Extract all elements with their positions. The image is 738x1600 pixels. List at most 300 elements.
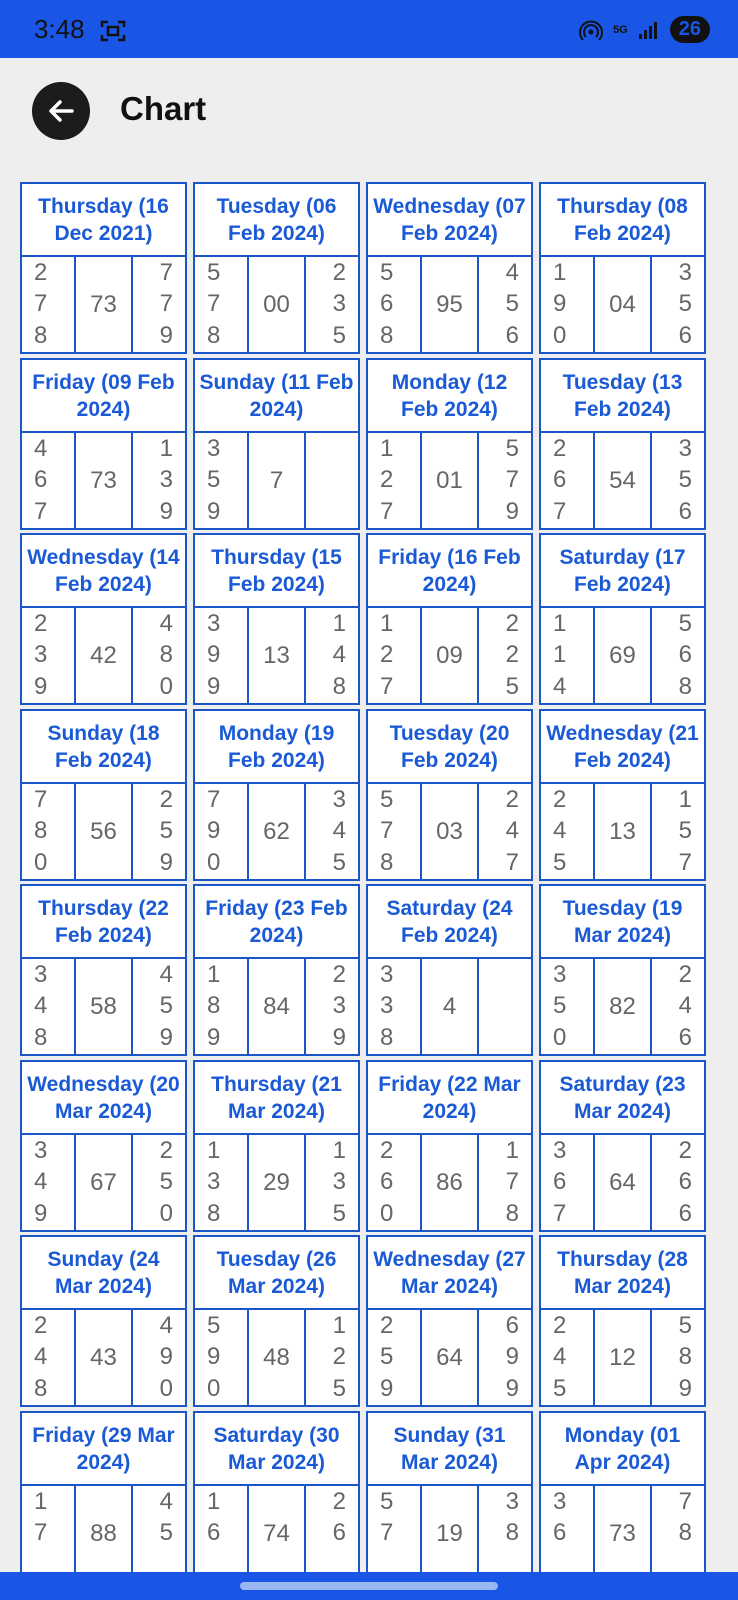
left-digits bbox=[22, 1486, 76, 1573]
digit: 9 bbox=[159, 1343, 173, 1371]
card-values bbox=[22, 1310, 185, 1405]
jodi-number: 04 bbox=[609, 290, 636, 318]
digit: 5 bbox=[678, 1311, 692, 1339]
card-date-title: Thursday (08 Feb 2024) bbox=[541, 184, 704, 257]
digit: 2 bbox=[332, 1487, 346, 1515]
digit: 0 bbox=[207, 1375, 221, 1403]
card-date-title: Thursday (21 Mar 2024) bbox=[195, 1062, 358, 1135]
chart-card bbox=[20, 182, 187, 354]
card-date-title: Sunday (18 Feb 2024) bbox=[22, 711, 185, 784]
right-digits bbox=[131, 433, 185, 528]
digit: 6 bbox=[505, 322, 519, 350]
chart-card bbox=[193, 884, 360, 1056]
digit: 2 bbox=[380, 466, 394, 494]
digit: 9 bbox=[159, 498, 173, 526]
digit: 9 bbox=[678, 1375, 692, 1403]
digit: 1 bbox=[332, 1311, 346, 1339]
right-digits bbox=[131, 1135, 185, 1230]
chart-card bbox=[366, 884, 533, 1056]
digit: 9 bbox=[159, 1024, 173, 1052]
chart-card bbox=[366, 1235, 533, 1407]
right-digits bbox=[304, 433, 358, 528]
jodi-number: 95 bbox=[436, 290, 463, 318]
digit: 0 bbox=[553, 322, 567, 350]
digit bbox=[166, 1550, 173, 1573]
chart-card bbox=[539, 1060, 706, 1232]
left-digits bbox=[368, 1135, 422, 1230]
digit: 2 bbox=[678, 960, 692, 988]
card-date-title: Sunday (24 Mar 2024) bbox=[22, 1237, 185, 1310]
card-date-title: Thursday (16 Dec 2021) bbox=[22, 184, 185, 257]
card-date-title: Tuesday (20 Feb 2024) bbox=[368, 711, 531, 784]
card-date-title: Monday (12 Feb 2024) bbox=[368, 360, 531, 433]
digit: 0 bbox=[207, 849, 221, 877]
digit: 2 bbox=[332, 1343, 346, 1371]
digit bbox=[339, 465, 346, 495]
digit: 3 bbox=[34, 641, 48, 669]
card-date-title: Friday (29 Mar 2024) bbox=[22, 1413, 185, 1486]
chart-card bbox=[193, 1411, 360, 1573]
digit: 6 bbox=[678, 1024, 692, 1052]
digit: 5 bbox=[332, 1200, 346, 1228]
card-values bbox=[368, 1135, 531, 1230]
digit: 1 bbox=[207, 1136, 221, 1164]
digit: 6 bbox=[380, 1168, 394, 1196]
right-digits bbox=[477, 1310, 531, 1405]
digit: 1 bbox=[553, 641, 567, 669]
card-values bbox=[368, 608, 531, 703]
left-digits bbox=[541, 1135, 595, 1230]
card-date-title: Friday (23 Feb 2024) bbox=[195, 886, 358, 959]
digit: 7 bbox=[34, 498, 48, 526]
digit: 5 bbox=[207, 258, 221, 286]
right-digits bbox=[650, 784, 704, 879]
right-digits bbox=[131, 959, 185, 1054]
digit: 8 bbox=[207, 992, 221, 1020]
app-header bbox=[0, 58, 738, 168]
digit: 8 bbox=[34, 1024, 48, 1052]
left-digits bbox=[195, 608, 249, 703]
right-digits bbox=[304, 1486, 358, 1573]
card-values bbox=[22, 1135, 185, 1230]
card-values bbox=[541, 1486, 704, 1573]
chart-card bbox=[193, 1235, 360, 1407]
arrow-left-icon bbox=[46, 96, 76, 126]
chart-card bbox=[539, 1411, 706, 1573]
digit: 8 bbox=[505, 1519, 519, 1547]
digit: 3 bbox=[159, 466, 173, 494]
chart-grid[interactable] bbox=[20, 182, 720, 1573]
right-digits bbox=[477, 959, 531, 1054]
digit bbox=[553, 1550, 593, 1573]
digit: 8 bbox=[380, 849, 394, 877]
card-values bbox=[541, 433, 704, 528]
digit: 4 bbox=[159, 1487, 173, 1515]
card-values bbox=[368, 1310, 531, 1405]
card-date-title: Saturday (17 Feb 2024) bbox=[541, 535, 704, 608]
digit: 6 bbox=[34, 466, 48, 494]
right-digits bbox=[304, 784, 358, 879]
digit: 7 bbox=[380, 817, 394, 845]
digit bbox=[685, 1550, 692, 1573]
digit: 5 bbox=[159, 817, 173, 845]
jodi-number: 88 bbox=[90, 1519, 117, 1547]
card-values bbox=[368, 433, 531, 528]
digit: 8 bbox=[380, 1024, 394, 1052]
right-digits bbox=[131, 257, 185, 352]
digit: 2 bbox=[34, 258, 48, 286]
digit: 3 bbox=[553, 1487, 567, 1515]
jodi-number: 12 bbox=[609, 1343, 636, 1371]
digit: 9 bbox=[34, 1200, 48, 1228]
right-digits bbox=[131, 608, 185, 703]
card-values bbox=[368, 257, 531, 352]
digit: 7 bbox=[678, 1487, 692, 1515]
digit: 4 bbox=[332, 641, 346, 669]
left-digits bbox=[22, 608, 76, 703]
right-digits bbox=[650, 257, 704, 352]
card-date-title: Thursday (28 Mar 2024) bbox=[541, 1237, 704, 1310]
digit: 8 bbox=[332, 673, 346, 701]
jodi-number: 56 bbox=[90, 817, 117, 845]
digit: 4 bbox=[553, 673, 567, 701]
digit: 6 bbox=[207, 1519, 221, 1547]
right-digits bbox=[650, 608, 704, 703]
digit: 0 bbox=[553, 1024, 567, 1052]
jodi-number: 54 bbox=[609, 466, 636, 494]
right-digits bbox=[304, 1310, 358, 1405]
digit: 5 bbox=[553, 849, 567, 877]
digit: 3 bbox=[332, 785, 346, 813]
digit: 5 bbox=[159, 1519, 173, 1547]
card-date-title: Wednesday (07 Feb 2024) bbox=[368, 184, 531, 257]
chart-card bbox=[20, 709, 187, 881]
card-values bbox=[195, 433, 358, 528]
status-bar bbox=[0, 0, 738, 58]
card-date-title: Friday (16 Feb 2024) bbox=[368, 535, 531, 608]
digit: 9 bbox=[505, 1343, 519, 1371]
digit bbox=[512, 1550, 519, 1573]
digit: 2 bbox=[159, 785, 173, 813]
digit: 9 bbox=[34, 673, 48, 701]
back-button[interactable] bbox=[32, 82, 90, 140]
card-date-title: Wednesday (27 Mar 2024) bbox=[368, 1237, 531, 1310]
right-digits bbox=[477, 433, 531, 528]
digit: 6 bbox=[380, 290, 394, 318]
digit: 5 bbox=[380, 1487, 394, 1515]
card-date-title: Tuesday (19 Mar 2024) bbox=[541, 886, 704, 959]
digit bbox=[34, 1550, 74, 1573]
digit: 1 bbox=[332, 1136, 346, 1164]
jodi-number: 73 bbox=[90, 466, 117, 494]
digit: 6 bbox=[678, 322, 692, 350]
digit: 6 bbox=[553, 1519, 567, 1547]
digit: 0 bbox=[159, 673, 173, 701]
left-digits bbox=[541, 1486, 595, 1573]
digit: 4 bbox=[34, 1168, 48, 1196]
digit: 3 bbox=[380, 992, 394, 1020]
right-digits bbox=[650, 1486, 704, 1573]
digit bbox=[339, 434, 346, 464]
digit: 4 bbox=[159, 960, 173, 988]
digit: 8 bbox=[34, 817, 48, 845]
digit bbox=[380, 1550, 420, 1573]
chart-card bbox=[539, 709, 706, 881]
card-values bbox=[22, 1486, 185, 1573]
left-digits bbox=[541, 1310, 595, 1405]
digit: 7 bbox=[380, 498, 394, 526]
jodi-number: 13 bbox=[609, 817, 636, 845]
left-digits bbox=[541, 608, 595, 703]
digit: 7 bbox=[380, 673, 394, 701]
digit: 3 bbox=[553, 960, 567, 988]
card-values bbox=[195, 257, 358, 352]
card-values bbox=[541, 1135, 704, 1230]
digit: 2 bbox=[332, 258, 346, 286]
digit: 4 bbox=[34, 1343, 48, 1371]
card-date-title: Thursday (15 Feb 2024) bbox=[195, 535, 358, 608]
card-values bbox=[368, 959, 531, 1054]
digit: 8 bbox=[34, 322, 48, 350]
chart-card bbox=[193, 709, 360, 881]
digit: 9 bbox=[159, 322, 173, 350]
right-digits bbox=[131, 1486, 185, 1573]
digit: 4 bbox=[34, 434, 48, 462]
right-digits bbox=[131, 784, 185, 879]
card-values bbox=[195, 784, 358, 879]
digit: 1 bbox=[553, 258, 567, 286]
card-date-title: Sunday (11 Feb 2024) bbox=[195, 360, 358, 433]
jodi-number: 64 bbox=[609, 1168, 636, 1196]
card-date-title: Thursday (22 Feb 2024) bbox=[22, 886, 185, 959]
chart-card bbox=[539, 358, 706, 530]
digit: 9 bbox=[380, 1375, 394, 1403]
digit: 2 bbox=[505, 641, 519, 669]
digit: 4 bbox=[553, 817, 567, 845]
chart-card bbox=[193, 1060, 360, 1232]
digit: 4 bbox=[34, 992, 48, 1020]
card-date-title: Friday (22 Mar 2024) bbox=[368, 1062, 531, 1135]
chart-card bbox=[539, 533, 706, 705]
digit: 6 bbox=[678, 1168, 692, 1196]
gesture-handle[interactable] bbox=[240, 1582, 498, 1590]
digit: 2 bbox=[380, 1136, 394, 1164]
digit: 1 bbox=[678, 785, 692, 813]
digit: 3 bbox=[332, 992, 346, 1020]
chart-card bbox=[20, 533, 187, 705]
jodi-number: 62 bbox=[263, 817, 290, 845]
left-digits bbox=[22, 433, 76, 528]
chart-card bbox=[20, 884, 187, 1056]
jodi-number: 67 bbox=[90, 1168, 117, 1196]
signal-icon bbox=[638, 20, 660, 40]
digit: 7 bbox=[159, 290, 173, 318]
card-values bbox=[195, 1310, 358, 1405]
digit: 5 bbox=[380, 1343, 394, 1371]
left-digits bbox=[195, 1486, 249, 1573]
digit bbox=[512, 991, 519, 1021]
digit bbox=[339, 497, 346, 527]
card-date-title: Monday (01 Apr 2024) bbox=[541, 1413, 704, 1486]
card-values bbox=[541, 784, 704, 879]
digit: 9 bbox=[207, 817, 221, 845]
page-title: Chart bbox=[120, 90, 207, 127]
right-digits bbox=[477, 257, 531, 352]
digit: 4 bbox=[553, 1343, 567, 1371]
jodi-number: 58 bbox=[90, 992, 117, 1020]
digit: 0 bbox=[380, 1200, 394, 1228]
jodi-number: 42 bbox=[90, 641, 117, 669]
digit: 3 bbox=[380, 960, 394, 988]
digit: 7 bbox=[34, 290, 48, 318]
left-digits bbox=[22, 784, 76, 879]
digit: 4 bbox=[159, 1311, 173, 1339]
card-values bbox=[541, 1310, 704, 1405]
digit: 1 bbox=[380, 609, 394, 637]
digit: 6 bbox=[553, 466, 567, 494]
card-date-title: Tuesday (13 Feb 2024) bbox=[541, 360, 704, 433]
right-digits bbox=[650, 959, 704, 1054]
card-values bbox=[541, 608, 704, 703]
digit: 3 bbox=[34, 1136, 48, 1164]
digit: 0 bbox=[34, 849, 48, 877]
chart-card bbox=[366, 709, 533, 881]
digit bbox=[207, 1550, 247, 1573]
left-digits bbox=[195, 959, 249, 1054]
card-values bbox=[368, 784, 531, 879]
digit: 8 bbox=[34, 1375, 48, 1403]
digit: 0 bbox=[159, 1375, 173, 1403]
right-digits bbox=[477, 1135, 531, 1230]
right-digits bbox=[650, 1135, 704, 1230]
network-type: 5G bbox=[613, 23, 628, 36]
digit: 9 bbox=[207, 1343, 221, 1371]
digit: 8 bbox=[380, 322, 394, 350]
digit: 5 bbox=[678, 817, 692, 845]
left-digits bbox=[368, 433, 422, 528]
digit: 2 bbox=[553, 434, 567, 462]
card-values bbox=[22, 257, 185, 352]
digit: 2 bbox=[380, 641, 394, 669]
digit: 9 bbox=[505, 498, 519, 526]
chart-card bbox=[193, 533, 360, 705]
digit: 5 bbox=[505, 290, 519, 318]
digit: 8 bbox=[207, 322, 221, 350]
jodi-number: 4 bbox=[442, 992, 457, 1020]
digit bbox=[512, 1023, 519, 1053]
digit: 1 bbox=[380, 434, 394, 462]
chart-card bbox=[366, 533, 533, 705]
digit: 9 bbox=[207, 641, 221, 669]
left-digits bbox=[368, 257, 422, 352]
digit: 8 bbox=[678, 1519, 692, 1547]
digit: 7 bbox=[678, 849, 692, 877]
digit: 6 bbox=[678, 641, 692, 669]
left-digits bbox=[541, 433, 595, 528]
digit: 9 bbox=[505, 1375, 519, 1403]
jodi-number: 13 bbox=[263, 641, 290, 669]
digit: 5 bbox=[332, 849, 346, 877]
jodi-number: 43 bbox=[90, 1343, 117, 1371]
digit: 7 bbox=[207, 785, 221, 813]
digit: 7 bbox=[505, 466, 519, 494]
digit: 9 bbox=[159, 849, 173, 877]
digit: 7 bbox=[380, 1519, 394, 1547]
digit: 8 bbox=[678, 1343, 692, 1371]
card-date-title: Friday (09 Feb 2024) bbox=[22, 360, 185, 433]
card-date-title: Wednesday (20 Mar 2024) bbox=[22, 1062, 185, 1135]
chart-card bbox=[539, 884, 706, 1056]
card-values bbox=[541, 257, 704, 352]
digit: 3 bbox=[678, 258, 692, 286]
card-values bbox=[541, 959, 704, 1054]
card-date-title: Saturday (30 Mar 2024) bbox=[195, 1413, 358, 1486]
right-digits bbox=[650, 1310, 704, 1405]
navigation-bar bbox=[0, 1572, 738, 1600]
digit: 8 bbox=[159, 641, 173, 669]
card-date-title: Tuesday (06 Feb 2024) bbox=[195, 184, 358, 257]
card-date-title: Tuesday (26 Mar 2024) bbox=[195, 1237, 358, 1310]
digit: 7 bbox=[159, 258, 173, 286]
digit: 4 bbox=[332, 817, 346, 845]
digit: 9 bbox=[332, 1024, 346, 1052]
digit: 5 bbox=[332, 1375, 346, 1403]
digit: 7 bbox=[505, 849, 519, 877]
left-digits bbox=[195, 1135, 249, 1230]
digit: 8 bbox=[207, 1200, 221, 1228]
jodi-number: 64 bbox=[436, 1343, 463, 1371]
digit: 5 bbox=[553, 1375, 567, 1403]
right-digits bbox=[650, 433, 704, 528]
digit: 4 bbox=[159, 609, 173, 637]
right-digits bbox=[304, 257, 358, 352]
digit: 1 bbox=[207, 960, 221, 988]
digit: 0 bbox=[159, 1200, 173, 1228]
jodi-number: 73 bbox=[90, 290, 117, 318]
chart-card bbox=[20, 1235, 187, 1407]
hotspot-icon bbox=[579, 18, 603, 42]
card-values bbox=[22, 608, 185, 703]
chart-card bbox=[20, 1411, 187, 1573]
digit: 6 bbox=[678, 498, 692, 526]
chart-card bbox=[366, 358, 533, 530]
digit bbox=[339, 1550, 346, 1573]
screenshot-icon bbox=[100, 20, 126, 42]
digit: 5 bbox=[207, 1311, 221, 1339]
chart-card bbox=[539, 1235, 706, 1407]
digit bbox=[512, 960, 519, 990]
digit: 7 bbox=[34, 785, 48, 813]
jodi-number: 03 bbox=[436, 817, 463, 845]
digit: 2 bbox=[678, 1136, 692, 1164]
right-digits bbox=[477, 784, 531, 879]
card-date-title: Saturday (23 Mar 2024) bbox=[541, 1062, 704, 1135]
chart-card bbox=[366, 1411, 533, 1573]
chart-card bbox=[193, 182, 360, 354]
chart-card bbox=[20, 1060, 187, 1232]
right-digits bbox=[304, 959, 358, 1054]
digit: 3 bbox=[207, 1168, 221, 1196]
jodi-number: 73 bbox=[609, 1519, 636, 1547]
digit: 6 bbox=[505, 1311, 519, 1339]
card-date-title: Saturday (24 Feb 2024) bbox=[368, 886, 531, 959]
card-date-title: Wednesday (21 Feb 2024) bbox=[541, 711, 704, 784]
digit: 5 bbox=[678, 609, 692, 637]
digit: 7 bbox=[207, 290, 221, 318]
digit: 3 bbox=[678, 434, 692, 462]
digit: 1 bbox=[505, 1136, 519, 1164]
card-date-title: Sunday (31 Mar 2024) bbox=[368, 1413, 531, 1486]
